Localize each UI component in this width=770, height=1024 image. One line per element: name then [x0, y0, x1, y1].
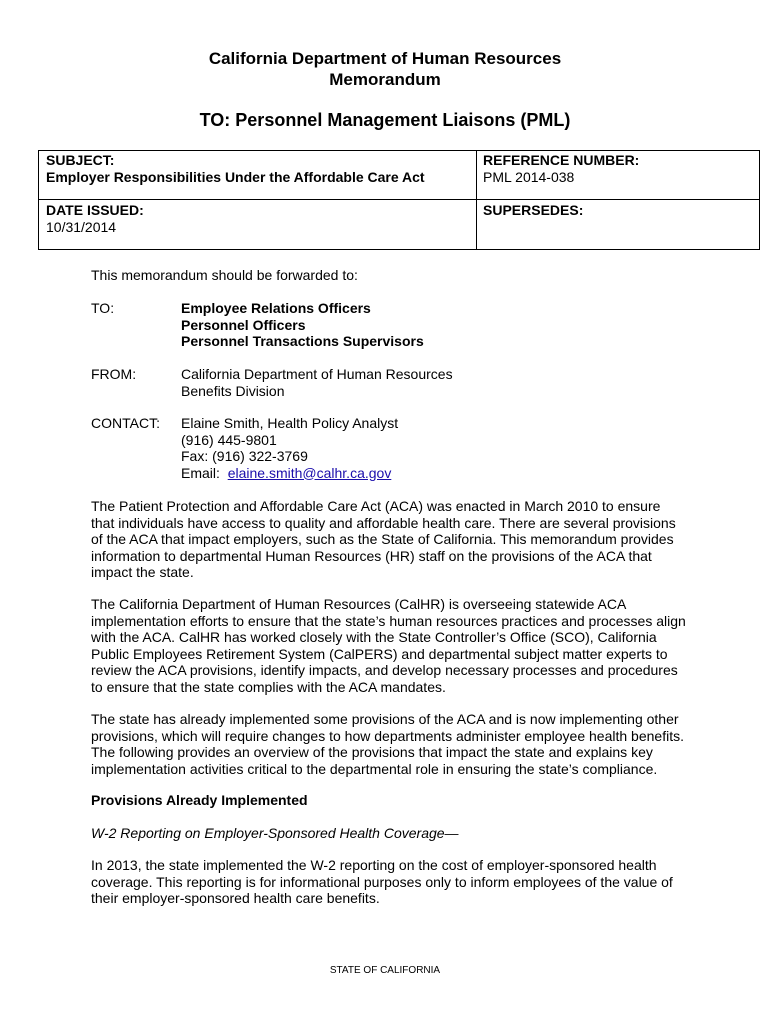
paragraph-implementation	[91, 711, 691, 777]
text-line: implementation efforts to ensure that the state’s human resources practices and processes align	[91, 612, 686, 629]
text-line: The state has already implemented some provisions of the ACA and is now implementing other	[91, 711, 679, 727]
contact-fax: Fax: (916) 322-3769	[181, 448, 308, 464]
section-heading: Provisions Already Implemented	[91, 792, 308, 808]
contact-label: CONTACT:	[91, 415, 160, 431]
reference-cell	[483, 152, 639, 186]
text-line: The Patient Protection and Affordable Care Act (ACA) was enacted in March 2010 to ensure	[91, 498, 661, 514]
text-line: provisions, which will require changes to how departments administer employee health benefits.	[91, 727, 684, 744]
text-line: The following provides an overview of the provisions that impact the state and explains key	[91, 744, 653, 760]
text-line: Public Employees Retirement System (CalPERS) and departmental subject matter experts to	[91, 645, 668, 662]
text-line: In 2013, the state implemented the W-2 reporting on the cost of employer-sponsored health	[91, 857, 657, 873]
paragraph-w2	[91, 857, 691, 907]
text-line: of the ACA that impact employers, such as the State of California. This memorandum provides	[91, 531, 674, 547]
subject-label: SUBJECT:	[46, 152, 115, 168]
contact-block	[181, 415, 398, 481]
paragraph-aca-intro	[91, 498, 691, 581]
contact-name: Elaine Smith, Health Policy Analyst	[181, 415, 399, 431]
table-divider-vertical	[476, 151, 477, 249]
reference-label: REFERENCE NUMBER:	[483, 152, 640, 168]
from-line: Benefits Division	[181, 382, 285, 399]
text-line: with the ACA. CalHR has worked closely with the State Controller’s Office (SCO), California	[91, 629, 657, 645]
reference-table	[38, 150, 760, 250]
forward-note: This memorandum should be forwarded to:	[91, 267, 358, 283]
text-line: The California Department of Human Resources (CalHR) is overseeing statewide ACA	[91, 596, 627, 612]
from-block	[181, 366, 453, 399]
contact-phone: (916) 445-9801	[181, 431, 277, 448]
to-label: TO:	[91, 300, 115, 316]
subject-value: Employer Responsibilities Under the Affordable Care Act	[46, 169, 425, 185]
subject-cell	[46, 152, 425, 186]
from-label: FROM:	[91, 366, 137, 382]
text-line: their employer-sponsored health care benefits.	[91, 890, 380, 906]
paragraph-calhr	[91, 596, 691, 695]
date-label: DATE ISSUED:	[46, 202, 144, 218]
to-recipients	[181, 300, 424, 350]
page-footer: STATE OF CALIFORNIA	[329, 965, 441, 976]
recipient-item: Employee Relations Officers	[181, 300, 371, 316]
section-subheading: W-2 Reporting on Employer-Sponsored Health Coverage—	[91, 825, 459, 841]
table-divider-horizontal	[39, 199, 759, 200]
text-line: to ensure that the state complies with the ACA mandates.	[91, 678, 446, 695]
from-line: California Department of Human Resources	[181, 366, 453, 382]
date-cell	[46, 202, 144, 236]
contact-email-row	[181, 465, 398, 482]
reference-value: PML 2014-038	[483, 169, 575, 185]
memo-recipient-line: TO: Personnel Management Liaisons (PML)	[199, 110, 571, 130]
recipient-item: Personnel Officers	[181, 316, 306, 333]
memo-title: Memorandum	[329, 70, 441, 89]
text-line: implementation activities critical to the departmental role in ensuring the state’s compliance.	[91, 760, 658, 777]
date-value: 10/31/2014	[46, 219, 117, 235]
email-link[interactable]: elaine.smith@calhr.ca.gov	[227, 464, 392, 481]
text-line: that individuals have access to quality and affordable health care. There are several provisions	[91, 514, 676, 531]
supersedes-label: SUPERSEDES:	[483, 202, 584, 218]
text-line: coverage. This reporting is for informational purposes only to inform employees of the value of	[91, 873, 673, 890]
department-title: California Department of Human Resources	[208, 49, 562, 68]
text-line: review the ACA provisions, identify impacts, and develop necessary processes and procedures	[91, 662, 678, 678]
text-line: impact the state.	[91, 564, 194, 580]
recipient-item: Personnel Transactions Supervisors	[181, 333, 424, 349]
supersedes-cell	[483, 202, 583, 219]
text-line: information to departmental Human Resources (HR) staff on the provisions of the ACA that	[91, 547, 652, 564]
email-label: Email:	[181, 464, 228, 481]
